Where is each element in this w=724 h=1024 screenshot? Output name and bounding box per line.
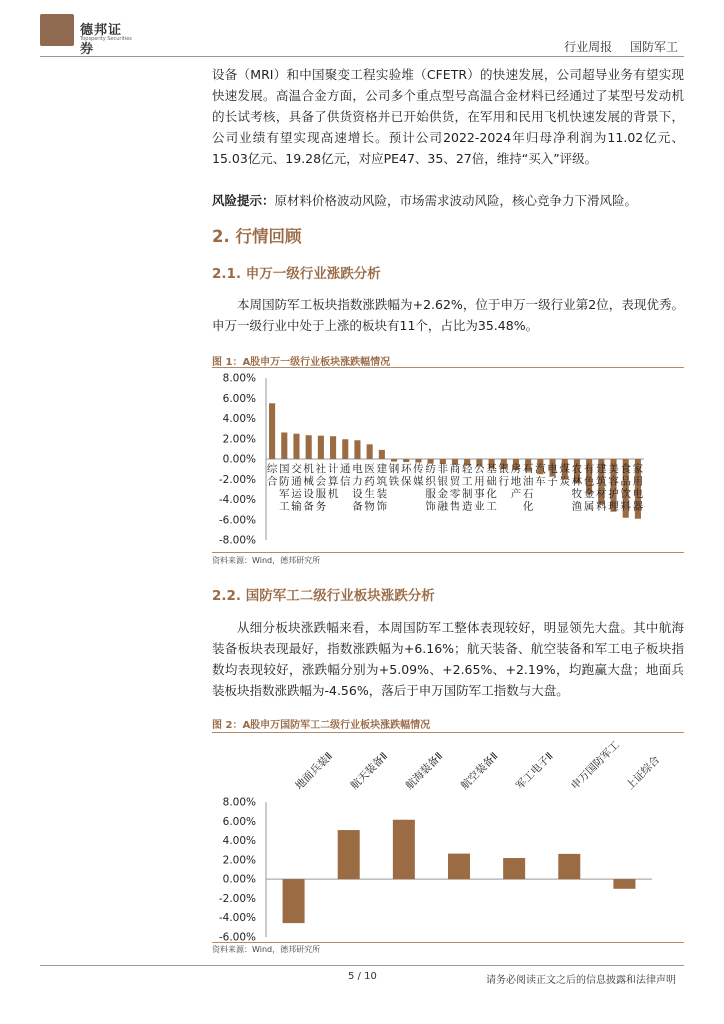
x-tick-label: 机械设备 (303, 463, 314, 513)
x-tick-label: 建筑装饰 (376, 463, 388, 513)
figure-2-source: 资料来源：Wind，德邦研究所 (212, 945, 321, 954)
bar-航天装备Ⅱ (338, 830, 360, 879)
bar-电力设备 (354, 440, 360, 459)
y-tick-label: 2.00% (222, 433, 256, 446)
x-tick-label: 银行 (498, 463, 510, 488)
bar-计算机 (330, 436, 336, 459)
x-tick-label: 轻工制造 (461, 463, 473, 513)
x-tick-label: 食品饮料 (620, 463, 631, 513)
paragraph-subsector-summary: 从细分板块涨跌幅来看，本周国防军工整体表现较好，明显领先大盘。其中航海装备板块表现最好，指数涨跌幅为+6.16%；航天装备、航空装备和军工电子板块指数均表现较好，涨跌幅分别为+5.09%、+2.65%、+2.19%，均跑赢大盘；地面兵装板块指数涨跌幅为-4.56%，落后于申万国防军工指数与大盘。 (212, 620, 684, 698)
x-tick-label: 社会服务 (315, 463, 327, 513)
figure-2-chart (212, 732, 684, 942)
x-tick-label: 航天装备Ⅱ (348, 750, 391, 793)
x-tick-label: 非银金融 (437, 463, 449, 513)
footer-disclaimer: 请务必阅读正文之后的信息披露和法律声明 (486, 975, 676, 986)
bar-通信 (342, 439, 348, 459)
bar-综合 (269, 403, 275, 459)
x-tick-label: 国防军工 (279, 463, 290, 513)
x-tick-label: 电子 (547, 463, 558, 488)
bar-机械设备 (306, 435, 312, 459)
subsection-title-2-1: 2.1. 申万一级行业涨跌分析 (212, 266, 381, 282)
page-number: 5 / 10 (348, 971, 377, 982)
x-tick-label: 农林牧渔 (571, 463, 583, 513)
bar-钢铁 (391, 459, 397, 462)
x-tick-label: 航海装备Ⅱ (403, 750, 446, 793)
y-tick-label: 8.00% (222, 372, 256, 385)
y-tick-label: 0.00% (222, 873, 256, 886)
x-tick-label: 石油石化 (522, 463, 534, 513)
bar-航海装备Ⅱ (393, 820, 415, 879)
bar-传媒 (415, 459, 421, 463)
x-tick-label: 申万国防军工 (568, 739, 622, 793)
y-tick-label: 6.00% (222, 392, 256, 405)
bar-申万国防军工 (558, 854, 580, 879)
y-tick-label: -4.00% (218, 494, 256, 506)
sector-name: 国防军工 (629, 40, 678, 54)
bar-建筑装饰 (379, 450, 385, 459)
x-tick-label: 建筑材料 (596, 463, 607, 513)
x-tick-label: 家用电器 (632, 463, 644, 513)
section-title: 2. 行情回顾 (212, 227, 302, 246)
y-tick-label: -6.00% (218, 514, 256, 527)
x-tick-label: 商贸零售 (449, 463, 461, 513)
x-tick-label: 交通运输 (291, 463, 302, 513)
x-tick-label: 地面兵装Ⅱ (293, 750, 336, 793)
bar-上证综合 (613, 879, 635, 889)
x-tick-label: 钢铁 (388, 463, 400, 488)
bar-地面兵装Ⅱ (283, 879, 305, 923)
bar-军工电子Ⅱ (503, 858, 525, 879)
y-tick-label: 2.00% (222, 854, 256, 867)
x-tick-label: 煤炭 (559, 463, 570, 488)
x-tick-label: 纺织服饰 (425, 463, 436, 513)
bar-环保 (403, 459, 409, 462)
figure-1-bottom-rule (212, 552, 684, 553)
y-tick-label: -4.00% (218, 912, 256, 925)
logo-name: 德邦证券 (80, 23, 123, 57)
bar-医药生物 (367, 444, 373, 459)
header-tags (564, 38, 678, 55)
figure-1-title: 图 1：A股申万一级行业板块涨跌幅情况 (212, 357, 391, 368)
y-tick-label: 8.00% (222, 796, 256, 809)
x-tick-label: 军工电子Ⅱ (513, 750, 556, 793)
footer-divider (40, 965, 684, 966)
paragraph-industry-summary: 本周国防军工板块指数涨跌幅为+2.62%，位于申万一级行业第2位，表现优秀。申万一级行业中处于上涨的板块有11个，占比为35.48%。 (212, 297, 684, 333)
x-tick-label: 传媒 (413, 463, 424, 488)
x-tick-label: 航空装备Ⅱ (458, 750, 501, 793)
y-tick-label: -2.00% (218, 892, 256, 905)
y-tick-label: 4.00% (222, 413, 256, 425)
header-divider (40, 56, 684, 57)
x-tick-label: 环保 (400, 463, 412, 488)
x-tick-label: 美容护理 (608, 463, 619, 513)
y-tick-label: -2.00% (218, 473, 256, 486)
y-tick-label: -8.00% (218, 534, 256, 547)
x-tick-label: 计算机 (327, 463, 339, 500)
x-tick-label: 汽车 (535, 463, 546, 488)
subsection-title-2-2: 2.2. 国防军工二级行业板块涨跌分析 (212, 588, 435, 604)
figure-2-title: 图 2：A股申万国防军工二级行业板块涨跌幅情况 (212, 720, 431, 731)
risk-label: 风险提示： (212, 193, 275, 208)
bar-航空装备Ⅱ (448, 854, 470, 880)
x-tick-label: 房地产 (510, 463, 522, 500)
figure-1-source: 资料来源：Wind，德邦研究所 (212, 556, 321, 565)
y-tick-label: 0.00% (222, 453, 256, 466)
x-tick-label: 基础化工 (486, 463, 497, 513)
y-tick-label: -6.00% (218, 931, 256, 942)
bar-社会服务 (318, 436, 324, 459)
x-tick-label: 综合 (266, 463, 278, 488)
y-tick-label: 4.00% (222, 835, 256, 848)
figure-1-chart (212, 368, 684, 552)
logo-english-name: Topsperity Securities (80, 36, 132, 42)
company-logo (40, 14, 132, 57)
x-tick-label: 医药生物 (364, 463, 375, 513)
report-type: 行业周报 (564, 40, 613, 54)
y-tick-label: 6.00% (222, 815, 256, 828)
x-tick-label: 有色金属 (583, 463, 595, 513)
x-tick-label: 上证综合 (624, 753, 663, 793)
x-tick-label: 公用事业 (474, 463, 485, 513)
risk-warning (212, 190, 684, 211)
logo-mark-icon (40, 14, 74, 46)
figure-2-bottom-rule (212, 942, 684, 943)
risk-text: 原材料价格波动风险，市场需求波动风险，核心竞争力下滑风险。 (274, 193, 638, 208)
x-tick-label: 电力设备 (352, 463, 363, 513)
bar-国防军工 (281, 432, 287, 459)
x-tick-label: 通信 (340, 463, 351, 488)
paragraph-company-outlook: 设备（MRI）和中国聚变工程实验堆（CFETR）的快速发展，公司超导业务有望实现快速发展。高温合金方面，公司多个重点型号高温合金材料已经通过了某型号发动机的长试考核，具备了供货资格并已开始供货，在军用和民用飞机快速发展的背景下，公司业绩有望实现高速增长。预计公司2022-2024年归母净利润为11.02亿元、15.03亿元、19.28亿元，对应PE47、35、27倍，维持“买入”评级。 (212, 67, 684, 166)
bar-交通运输 (293, 434, 299, 459)
